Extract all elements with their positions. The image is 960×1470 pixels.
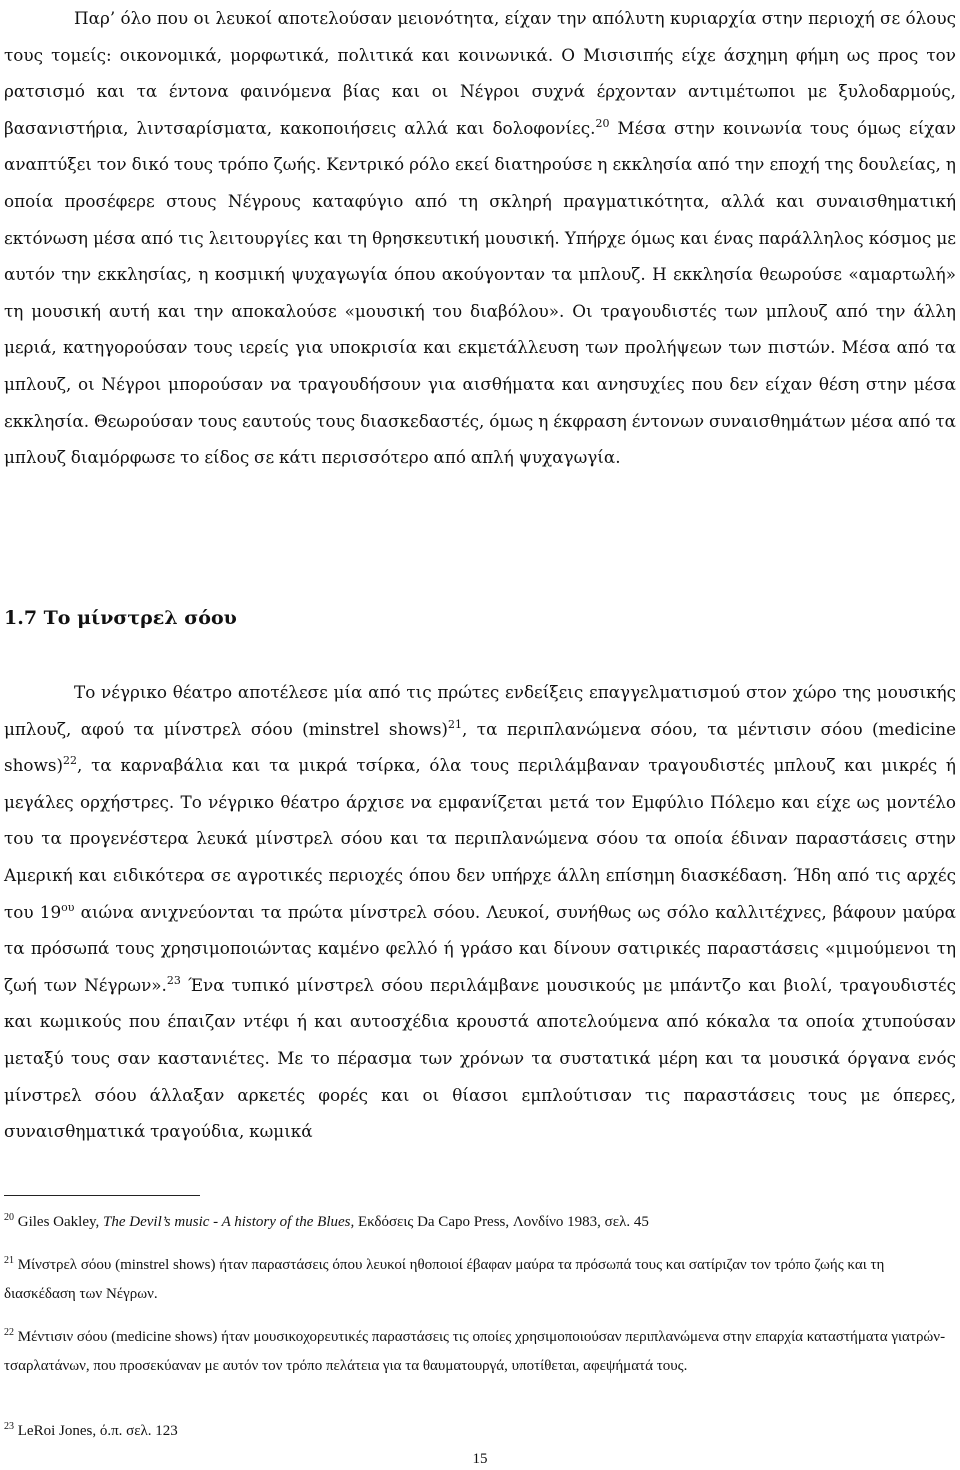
- footnote-22: [4, 1323, 956, 1381]
- paragraph-text: Το νέγρικο θέατρο αποτέλεσε μία από τις πρώτες ενδείξεις επαγγελματισμού στον χώρο της μουσικής μπλουζ, αφού τα μίνστρελ σόου (minstrel shows): [4, 682, 956, 739]
- footnote-21: [4, 1251, 956, 1309]
- footnote-ref-22[interactable]: 22: [63, 754, 78, 768]
- section-heading: 1.7 Το μίνστρελ σόου: [4, 607, 237, 629]
- footnote-text: Μίνστρελ σόου (minstrel shows) ήταν παραστάσεις όπου λευκοί ηθοποιοί έβαφαν μαύρα τα πρόσωπά τους και σατίριζαν τον τρόπο ζωής και τη διασκέδαση των Νέγρων.: [4, 1257, 885, 1302]
- footnote-number: 20: [4, 1212, 14, 1223]
- footnote-book-title: The Devil’s music - A history of the Blues,: [103, 1214, 355, 1230]
- footnote-ref-20[interactable]: 20: [595, 116, 610, 130]
- footnote-20: [4, 1208, 956, 1237]
- paragraph-text: Παρ’ όλο που οι λευκοί αποτελούσαν μειονότητα, είχαν την απόλυτη κυριαρχία στην περιοχή σε όλους τους τομείς: οικονομικά, μορφωτικά, πολιτικά και κοινωνικά. Ο Μισισιπής είχε άσχημη φήμη ως προς τον ρατσισμό και τα έντονα φαινόμενα βίας και οι Νέγροι συχνά έρχονταν αντιμέτωποι με ξυλοδαρμούς, βασανιστήρια, λιντσαρίσματα, κακοποιήσεις αλλά και δολοφονίες.: [4, 8, 956, 138]
- footnote-text: LeRoi Jones, ό.π. σελ. 123: [14, 1423, 178, 1439]
- body-paragraph-2: [4, 674, 956, 1150]
- paragraph-text: Ένα τυπικό μίνστρελ σόου περιλάμβανε μουσικούς με μπάντζο και βιολί, τραγουδιστές και κωμικούς που έπαιζαν ντέφι ή και αυτοσχέδια κρουστά αποτελούμενα από κόκαλα τα οποία χτυπούσαν μεταξύ τους σαν καστανιέτες. Με το πέρασμα των χρόνων τα συστατικά μέρη και τα μουσικά όργανα ενός μίνστρελ σόου άλλαξαν αρκετές φορές και οι θίασοι εμπλούτισαν τις παραστάσεις τους με όπερες, συναισθηματικά τραγούδια, κωμικά: [4, 974, 956, 1142]
- footnote-text: Giles Oakley,: [14, 1214, 104, 1230]
- page-number: 15: [472, 1451, 488, 1467]
- footnote-23: [4, 1417, 956, 1446]
- footnote-text: Εκδόσεις Da Capo Press, Λονδίνο 1983, σελ. 45: [354, 1214, 649, 1230]
- footnote-separator: [4, 1195, 200, 1196]
- body-paragraph-1: [4, 0, 956, 476]
- footnote-number: 21: [4, 1255, 14, 1266]
- paragraph-text: αιώνα ανιχνεύονται τα πρώτα μίνστρελ σόου. Λευκοί, συνήθως ως σόλο καλλιτέχνες, βάφουν μαύρα τα πρόσωπά τους χρησιμοποιώντας καμένο φελλό ή γράσο και δίνουν σατιρικές παραστάσεις «μιμούμενοι τη ζωή των Νέγρων».: [4, 901, 956, 995]
- paragraph-text: Μέσα στην κοινωνία τους όμως είχαν αναπτύξει τον δικό τους τρόπο ζωής. Κεντρικό ρόλο εκεί διατηρούσε η εκκλησία από την εποχή της δουλείας, η οποία προσέφερε στους Νέγρους καταφύγιο από τη σκληρή πραγματικότητα, αλλά και συναισθηματική εκτόνωση μέσα από τις λειτουργίες και τη θρησκευτική μουσική. Υπήρχε όμως και ένας παράλληλος κόσμος με αυτόν την εκκλησίας, η κοσμική ψυχαγωγία όπου ακούγονταν τα μπλουζ. Η εκκλησία θεωρούσε «αμαρτωλή» τη μουσική αυτή και την αποκαλούσε «μουσική του διαβόλου». Οι τραγουδιστές των μπλουζ από την άλλη μεριά, κατηγορούσαν τους ιερείς για υποκρισία και εκμετάλλευση των προλήψεων των πιστών. Μέσα από τα μπλουζ, οι Νέγροι μπορούσαν να τραγουδήσουν για αισθήματα και ανησυχίες που δεν είχαν θέση στην μέσα εκκλησία. Θεωρούσαν τους εαυτούς τους διασκεδαστές, όμως η έκφραση έντονων συναισθημάτων μέσα από τα μπλουζ διαμόρφωσε το είδος σε κάτι περισσότερο από απλή ψυχαγωγία.: [4, 117, 956, 468]
- footnote-text: Μέντισιν σόου (medicine shows) ήταν μουσικοχορευτικές παραστάσεις τις οποίες χρησιμοποιούσαν περιπλανώμενα στην επαρχία καταστήματα γιατρών-τσαρλατάνων, που προσεκύαναν με αυτόν τον τρόπο πελάτεια για τα θαυματουργά, υποτίθεται, αφεψήματά τους.: [4, 1329, 946, 1374]
- footnote-ref-23[interactable]: 23: [166, 973, 181, 987]
- footnote-number: 22: [4, 1327, 14, 1338]
- paragraph-text: , τα περιπλανώμενα σόου, τα μέντισιν σόου (medicine shows): [4, 718, 957, 776]
- footnote-number: 23: [4, 1421, 14, 1432]
- century-superscript: ου: [61, 900, 75, 914]
- footnote-ref-21[interactable]: 21: [447, 717, 462, 731]
- paragraph-text: , τα καρναβάλια και τα μικρά τσίρκα, όλα τους περιλάμβαναν τραγουδιστές μπλουζ και μικρές ή μεγάλες ορχήστρες. Το νέγρικο θέατρο άρχισε να εμφανίζεται μετά τον Εμφύλιο Πόλεμο και είχε ως μοντέλο του τα προγενέστερα λευκά μίνστρελ σόου και τα περιπλανώμενα σόου τα οποία έδιναν παραστάσεις στην Αμερική και ειδικότερα σε αγροτικές περιοχές όπου δεν υπήρχε άλλη επίσημη διασκέδαση. Ήδη από τις αρχές του 19: [4, 755, 956, 922]
